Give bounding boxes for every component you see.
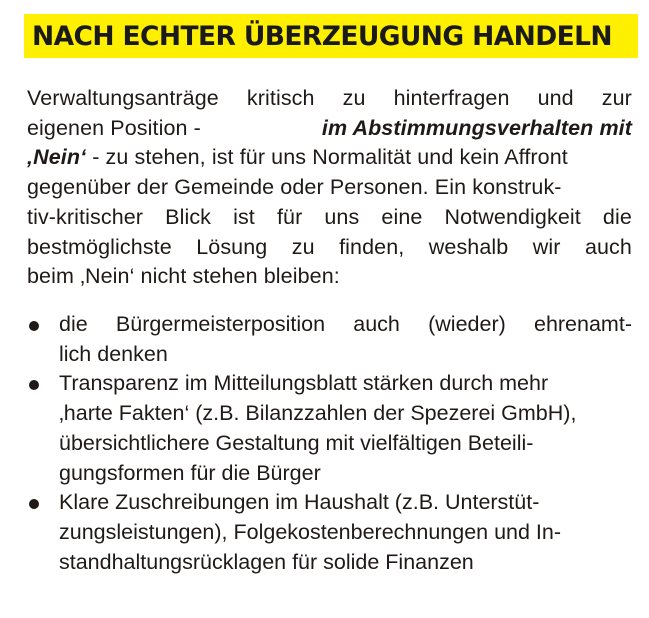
word: (wieder) (428, 312, 506, 336)
section-heading-banner (24, 14, 638, 58)
intro-line-3 (27, 143, 632, 173)
word: uns (324, 204, 360, 229)
section-heading: NACH ECHTER ÜBERZEUGUNG HANDELN (32, 20, 612, 52)
word: hinterfragen (393, 86, 510, 110)
word: ehrenamt- (533, 312, 632, 336)
word: bestmöglichste (27, 234, 172, 259)
word: eine (381, 204, 423, 229)
list-item-line: zungsleistungen), Folgekostenberechnungen und In- (59, 519, 562, 544)
intro-line-5 (27, 203, 632, 233)
word: weshalb (428, 234, 509, 259)
intro-line-6 (27, 233, 632, 263)
intro-text: - zu stehen, ist für uns Normalität und kein Affront (92, 145, 568, 170)
word: ist (233, 204, 255, 229)
list-item (27, 310, 632, 369)
word: auch (584, 234, 632, 259)
word: tiv-kritischer (27, 204, 144, 229)
word: und (537, 86, 574, 110)
intro-line-7: beim ‚Nein‘ nicht stehen bleiben: (27, 264, 340, 289)
word: zur (601, 86, 632, 110)
bullet-icon (29, 321, 39, 331)
list-item (27, 369, 632, 488)
list-item-line: standhaltungsrücklagen für solide Finanzen (59, 549, 474, 574)
word: finden, (339, 234, 405, 259)
bullet-icon (29, 499, 39, 509)
intro-emphasis: im Abstimmungsverhalten mit (321, 115, 632, 140)
list-item-line: lich denken (59, 341, 168, 366)
word: auch (353, 312, 400, 336)
list-item-line: Transparenz im Mitteilungsblatt stärken durch mehr (59, 371, 549, 396)
word: Bürgermeisterposition (115, 312, 326, 336)
intro-text: eigenen Position - (27, 115, 201, 140)
word: zu (342, 86, 366, 110)
word: Blick (165, 204, 212, 229)
list-item-line: übersichtlichere Gestaltung mit vielfältigen Beteili- (59, 430, 534, 455)
list-item-line: gungsformen für die Bürger (59, 460, 321, 485)
word: für (276, 204, 303, 229)
list-item (27, 488, 632, 577)
word: wir (532, 234, 561, 259)
list-item-line (59, 310, 632, 340)
word: Lösung (196, 234, 268, 259)
word: die (59, 312, 88, 336)
word: kritisch (246, 86, 315, 110)
word: die (602, 204, 632, 229)
intro-paragraph (27, 84, 632, 292)
list-item-line: Klare Zuschreibungen im Haushalt (z.B. Unterstüt- (59, 490, 540, 515)
word: Notwendigkeit (444, 204, 581, 229)
intro-line-4: gegenüber der Gemeinde oder Personen. Ein konstruk- (27, 175, 562, 200)
word: Verwaltungsanträge (27, 86, 219, 110)
intro-line-2 (27, 114, 632, 144)
intro-emphasis-nein: ‚Nein‘ (27, 145, 87, 170)
bullet-list (27, 310, 632, 577)
word: zu (291, 234, 315, 259)
intro-line-1 (27, 84, 632, 114)
list-item-line: ‚harte Fakten‘ (z.B. Bilanzzahlen der Spezerei GmbH), (59, 401, 577, 426)
bullet-icon (29, 380, 39, 390)
